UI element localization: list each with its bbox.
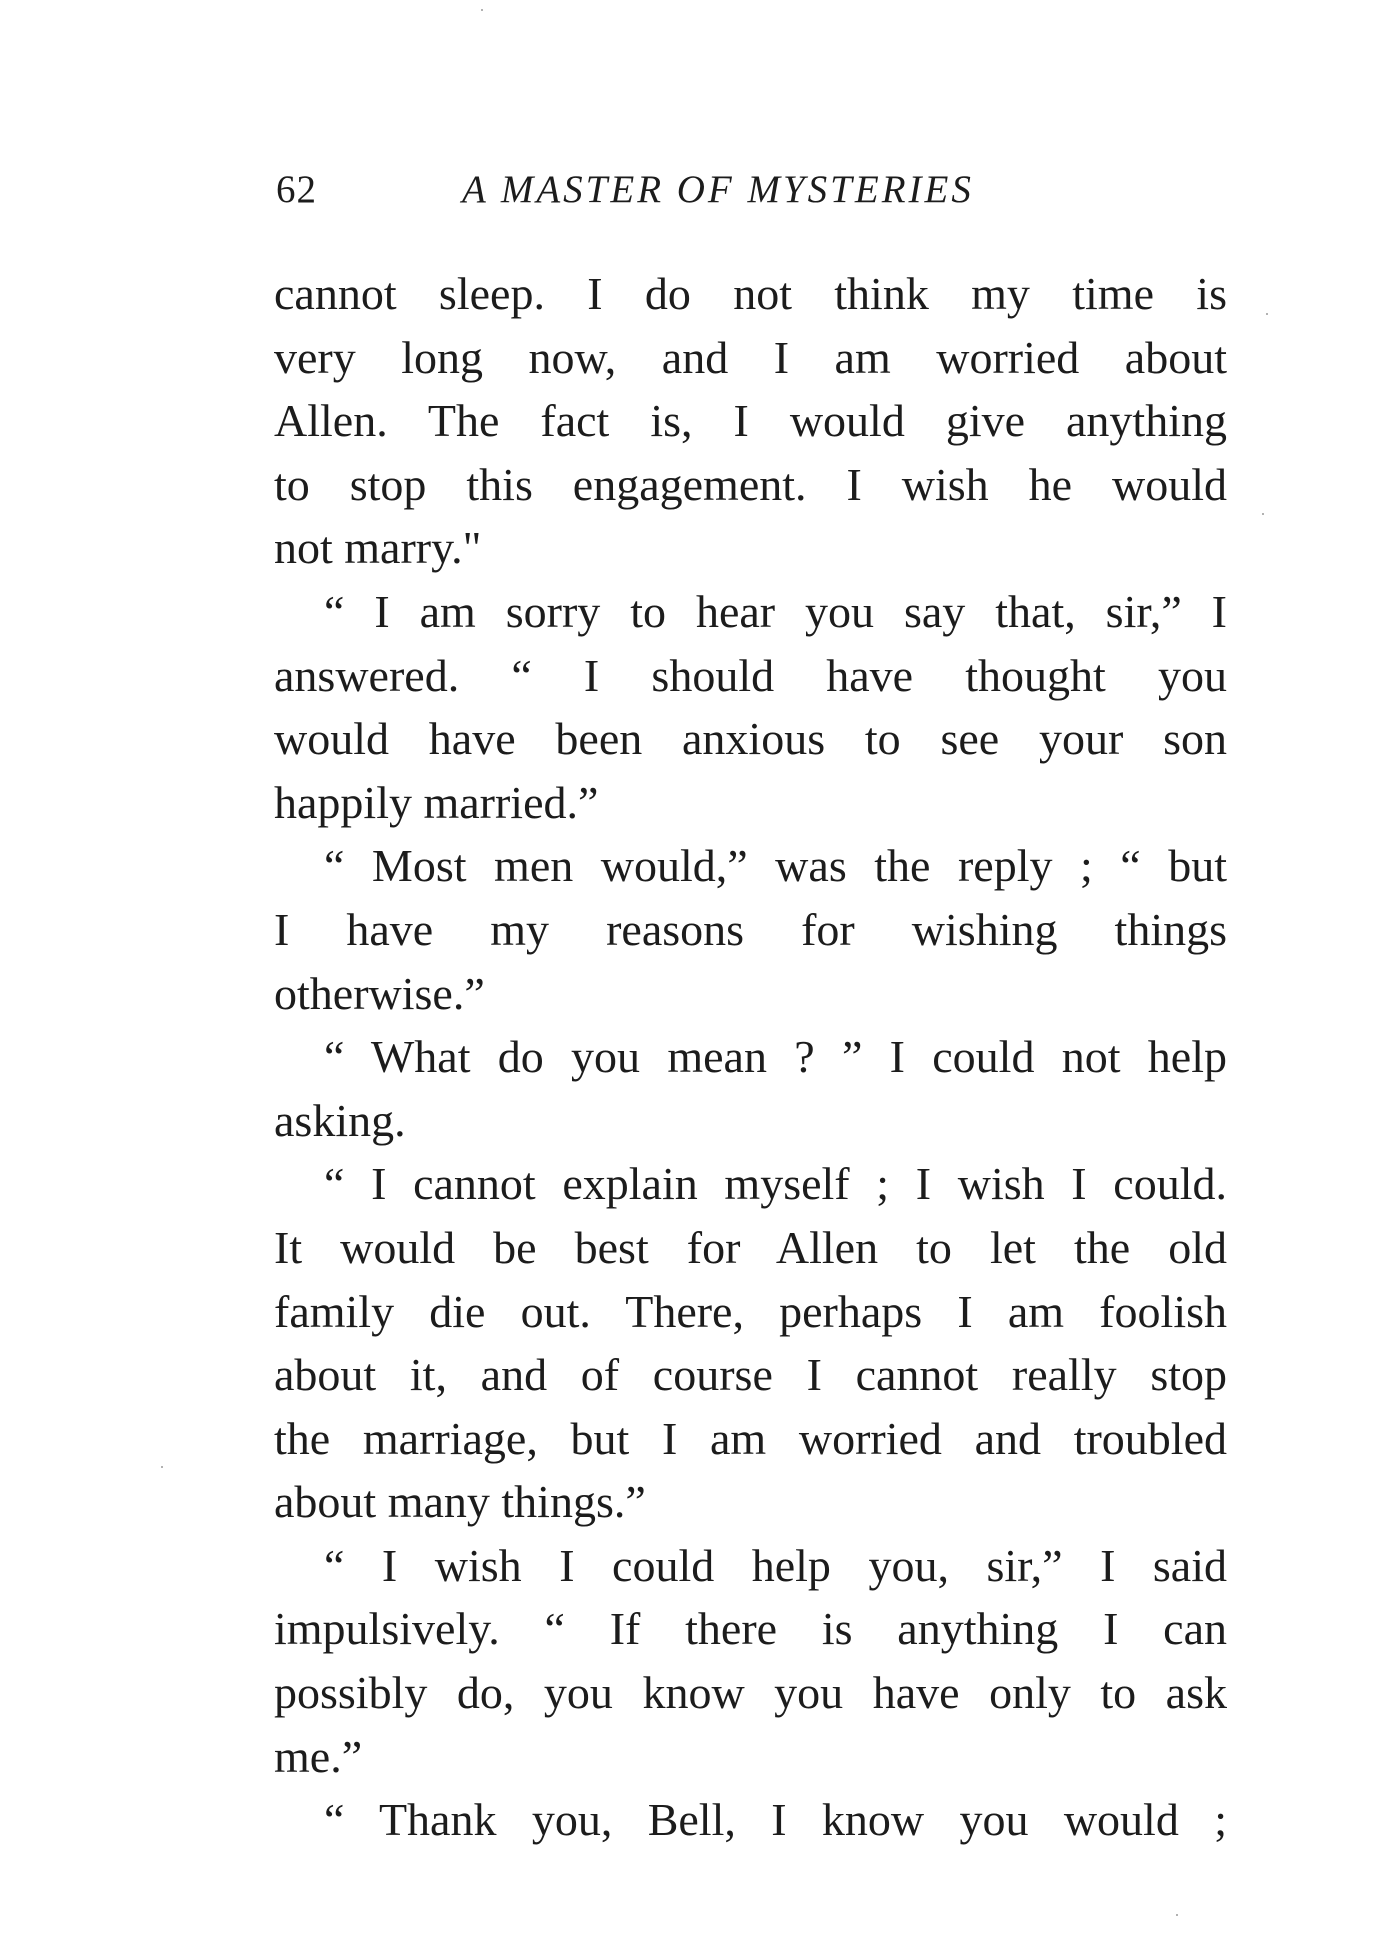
- text-line: otherwise.”: [274, 967, 485, 1019]
- text-line: happily married.”: [274, 776, 599, 828]
- text-line: Allen. The fact is, I would give anything: [274, 395, 1227, 447]
- text-line: “ I wish I could help you, sir,” I said: [324, 1539, 1227, 1591]
- text-line: not marry.": [274, 522, 482, 574]
- text-line: “ Most men would,” was the reply ; “ but: [324, 840, 1227, 892]
- text-line: me.”: [274, 1730, 363, 1782]
- text-line: the marriage, but I am worried and troubled: [274, 1412, 1227, 1464]
- text-line: “ What do you mean ? ” I could not help: [324, 1031, 1227, 1083]
- text-line: answered. “ I should have thought you: [274, 649, 1227, 701]
- text-line: family die out. There, perhaps I am foolish: [274, 1285, 1227, 1337]
- paper-speck: [161, 1466, 163, 1468]
- paper-speck: [1266, 313, 1268, 315]
- running-head: [276, 160, 1226, 220]
- paper-speck: [1176, 1914, 1178, 1916]
- paper-speck: [1262, 513, 1264, 515]
- text-line: “ I am sorry to hear you say that, sir,” I: [324, 585, 1227, 637]
- text-line: would have been anxious to see your son: [274, 713, 1227, 765]
- text-line: possibly do, you know you have only to ask: [274, 1667, 1227, 1719]
- text-line: asking.: [274, 1094, 406, 1146]
- text-line: impulsively. “ If there is anything I can: [274, 1603, 1227, 1655]
- book-title: A MASTER OF MYSTERIES: [462, 168, 974, 211]
- text-line: I have my reasons for wishing things: [274, 903, 1227, 955]
- text-line: very long now, and I am worried about: [274, 331, 1227, 383]
- text-line: about many things.”: [274, 1476, 646, 1528]
- body-text: [274, 262, 1227, 1852]
- text-line: cannot sleep. I do not think my time is: [274, 268, 1227, 319]
- text-line: to stop this engagement. I wish he would: [274, 458, 1227, 510]
- paper-speck: [481, 9, 483, 11]
- text-line: It would be best for Allen to let the old: [274, 1221, 1227, 1273]
- page-number: 62: [276, 168, 317, 211]
- text-line: about it, and of course I cannot really stop: [274, 1349, 1227, 1401]
- text-line: “ Thank you, Bell, I know you would ;: [324, 1794, 1227, 1846]
- text-line: “ I cannot explain myself ; I wish I could.: [324, 1158, 1227, 1210]
